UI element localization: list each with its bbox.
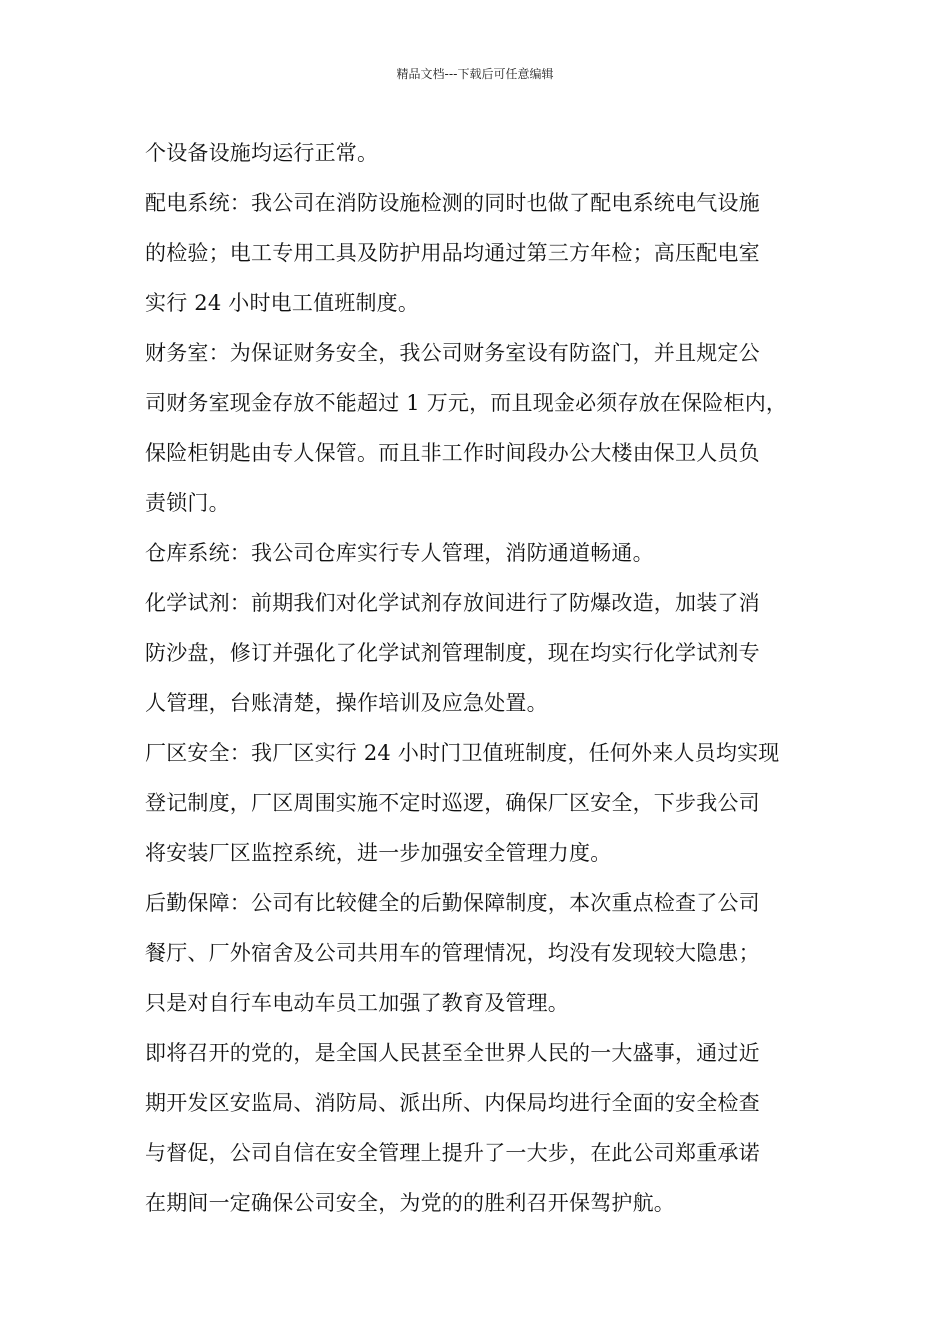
text-line: 后勤保障：公司有比较健全的后勤保障制度，本次重点检查了公司: [145, 891, 760, 915]
text-line: 司财务室现金存放不能超过 1 万元，而且现金必须存放在保险柜内，: [145, 391, 788, 415]
text-line: 的检验；电工专用工具及防护用品均通过第三方年检；高压配电室: [145, 241, 760, 265]
text-line: 配电系统：我公司在消防设施检测的同时也做了配电系统电气设施: [145, 191, 760, 215]
text-line: 期开发区安监局、消防局、派出所、内保局均进行全面的安全检查: [145, 1091, 760, 1115]
text-line: 将安装厂区监控系统，进一步加强安全管理力度。: [145, 841, 612, 865]
text-line: 登记制度，厂区周围实施不定时巡逻，确保厂区安全，下步我公司: [145, 791, 760, 815]
text-line: 与督促，公司自信在安全管理上提升了一大步，在此公司郑重承诺: [145, 1141, 760, 1165]
document-body: [145, 128, 825, 1228]
text-line: 化学试剂：前期我们对化学试剂存放间进行了防爆改造，加装了消: [145, 591, 760, 615]
text-line: 餐厅、厂外宿舍及公司共用车的管理情况，均没有发现较大隐患；: [145, 941, 760, 965]
text-line: 厂区安全：我厂区实行 24 小时门卫值班制度，任何外来人员均实现: [145, 741, 780, 765]
text-line: 保险柜钥匙由专人保管。而且非工作时间段办公大楼由保卫人员负: [145, 441, 760, 465]
text-line: 财务室：为保证财务安全，我公司财务室设有防盗门，并且规定公: [145, 341, 760, 365]
text-line: 仓库系统：我公司仓库实行专人管理，消防通道畅通。: [145, 541, 654, 565]
text-line: 即将召开的党的，是全国人民甚至全世界人民的一大盛事，通过近: [145, 1041, 760, 1065]
text-line: 防沙盘，修订并强化了化学试剂管理制度，现在均实行化学试剂专: [145, 641, 760, 665]
text-line: 在期间一定确保公司安全，为党的的胜利召开保驾护航。: [145, 1191, 675, 1215]
text-line: 责锁门。: [145, 491, 230, 515]
text-line: 个设备设施均运行正常。: [145, 141, 379, 165]
text-line: 只是对自行车电动车员工加强了教育及管理。: [145, 991, 569, 1015]
text-line: 人管理，台账清楚，操作培训及应急处置。: [145, 691, 548, 715]
page-header: 精品文档---下载后可任意编辑: [396, 67, 554, 81]
text-line: 实行 24 小时电工值班制度。: [145, 291, 420, 315]
